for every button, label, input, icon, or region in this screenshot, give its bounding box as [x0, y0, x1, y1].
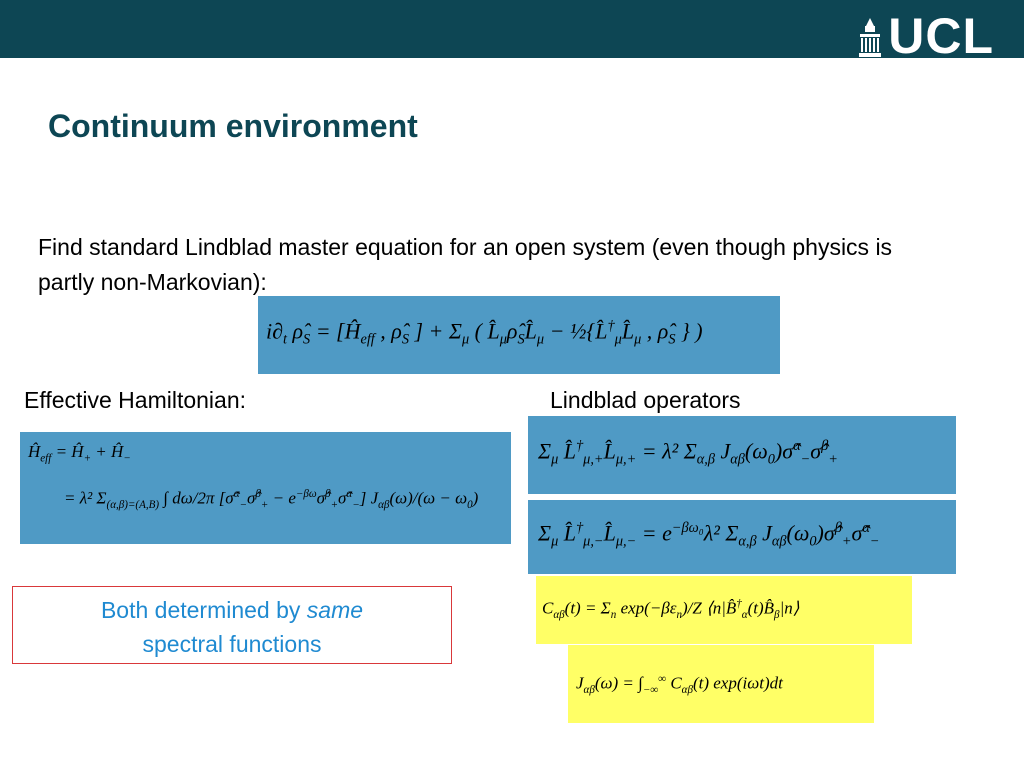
- correlation-function-equation: $C_{\alpha\beta}(t) = \Sigma_n$ $\exp(-\beta\varepsilon_n)/Z$ $⟨n|B̂^\dagger_\alpha(t)B̂_\beta|n⟩$: [542, 598, 800, 622]
- master-equation-box: [258, 296, 780, 374]
- spectral-function-box: [568, 645, 874, 723]
- ucl-portico-icon: [858, 16, 882, 58]
- heff-line1: $Ĥ_{eff}$ = $Ĥ_+$ + $Ĥ_-$: [28, 442, 131, 465]
- note-text-part2: spectral functions: [142, 631, 322, 657]
- note-emphasis: same: [306, 597, 364, 623]
- effective-hamiltonian-heading: Effective Hamiltonian:: [24, 387, 247, 413]
- effective-hamiltonian-box: [20, 432, 511, 544]
- slide-title: Continuum environment: [48, 108, 418, 144]
- note-text-part1: Both determined by: [100, 597, 307, 623]
- note-text: [13, 587, 451, 661]
- note-box: [12, 586, 452, 664]
- header-bar: [0, 0, 1024, 64]
- correlation-function-box: [536, 576, 912, 644]
- spectral-function-equation: $J_{\alpha\beta}(\omega) = \int_{-\infty}^\infty$ $C_{\alpha\beta}(t)$ exp(iωt)dt: [576, 673, 783, 697]
- lindblad-minus-equation: $\Sigma_\mu$ $L̂^\dagger_{\mu,-}L̂_{\mu,-} = e^{-\beta\omega_0}\lambda^2$ $\Sigma_{\alpha,\beta}$ $J_{\alpha\beta}(\omega_0)\sigmâ^\beta_+\sigmâ^\alpha_-$: [538, 520, 880, 550]
- logo-text: UCL: [888, 8, 994, 64]
- lindblad-plus-box: [528, 416, 956, 494]
- lindblad-minus-box: [528, 500, 956, 574]
- lindblad-operators-heading: Lindblad operators: [550, 387, 741, 413]
- lindblad-plus-equation: $\Sigma_\mu$ $L̂^\dagger_{\mu,+}L̂_{\mu,+} = \lambda^2$ $\Sigma_{\alpha,\beta}$ $J_{\alpha\beta}(\omega_0)\sigmâ^\alpha_-\sigmâ^\beta_+$: [538, 438, 838, 468]
- master-equation: $i\partial_t$ $\rhô_S$ = [$Ĥ_{eff}$ , $\rhô_S$ ] + $\Sigma_\mu$ ( $L̂_\mu\rhô_SL̂_\mu$ − $\frac{1}{2}\{L̂^\dagger_\mu L̂_\mu$ , $\rhô_S$ } ): [266, 318, 703, 348]
- heff-line2: = λ² $\Sigma_{(\alpha,\beta)=(A,B)}$ ∫ dω/2π [σ̂$^\alpha_-$σ̂$^\beta_+$ − $e^{-\beta\omega}\sigmâ^\beta_+\sigmâ^\alpha_-$] $J_{\alpha\beta}(\omega)/(\omega - \omega_0)$: [64, 488, 479, 512]
- ucl-logo: [858, 8, 994, 64]
- intro-text: Find standard Lindblad master equation for an open system (even though physics is partly non-Markovian):: [38, 234, 893, 295]
